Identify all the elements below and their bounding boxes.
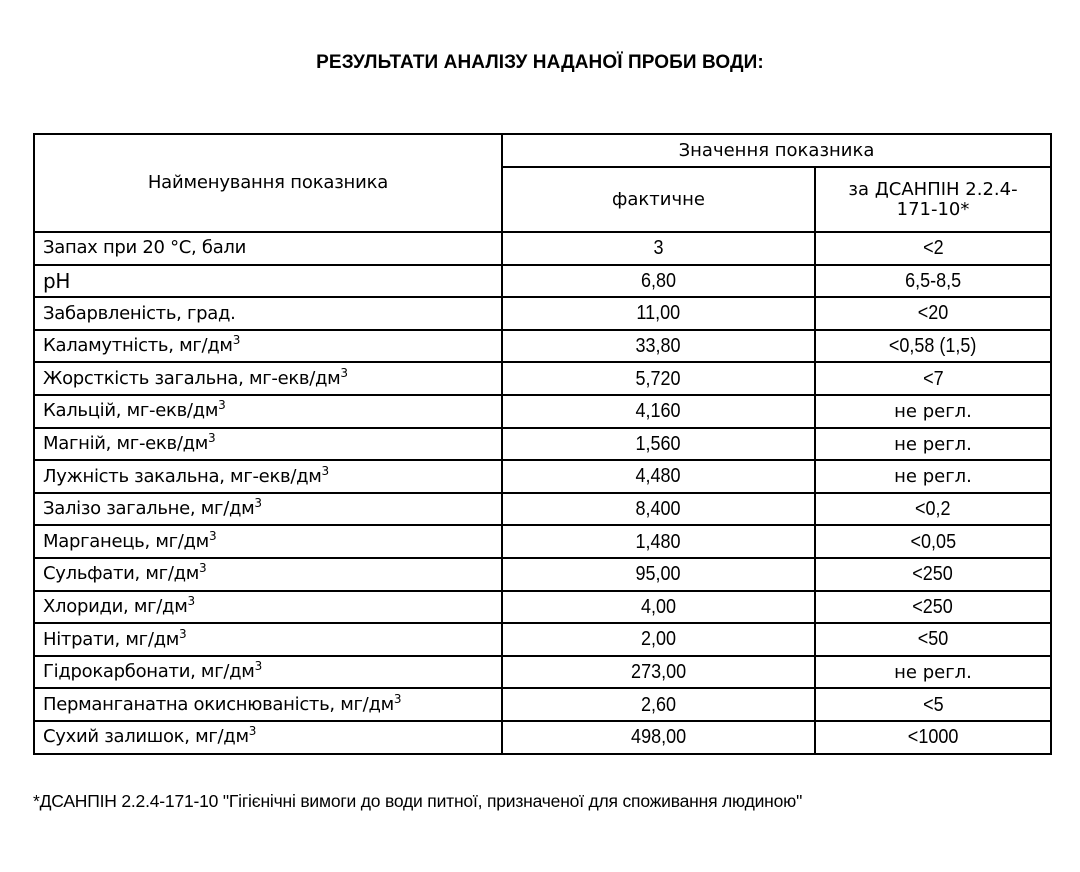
indicator-name (34, 460, 502, 493)
indicator-name (34, 362, 502, 395)
norm-value-cell (815, 591, 1051, 624)
actual-value: 4,160 (635, 400, 682, 423)
indicator-name (34, 623, 502, 656)
indicator-name (34, 493, 502, 526)
unit-superscript: 3 (254, 659, 262, 674)
actual-value: 6,80 (640, 269, 677, 292)
actual-value-cell (502, 428, 815, 461)
norm-value-cell (815, 395, 1051, 428)
indicator-name (34, 330, 502, 363)
norm-value-cell (815, 558, 1051, 591)
table-row (34, 460, 1051, 493)
actual-value-cell (502, 265, 815, 298)
table-row (34, 525, 1051, 558)
table-row (34, 656, 1051, 689)
table-row (34, 265, 1051, 298)
norm-value: не регл. (894, 433, 972, 455)
actual-value: 4,480 (635, 465, 682, 488)
unit-superscript: 3 (321, 463, 329, 478)
unit-superscript: 3 (393, 691, 402, 706)
table-row (34, 232, 1051, 265)
norm-value: не регл. (894, 401, 972, 423)
indicator-name (34, 656, 502, 689)
actual-value: 1,480 (635, 530, 682, 553)
indicator-name (34, 721, 502, 754)
norm-value-cell (815, 656, 1051, 689)
header-norm-line2: 171-10* (896, 198, 970, 220)
actual-value: 498,00 (630, 726, 687, 749)
unit-superscript: 3 (199, 561, 207, 576)
indicator-name (34, 591, 502, 624)
norm-value-cell (815, 330, 1051, 363)
actual-value-cell (502, 656, 815, 689)
norm-value: <5 (922, 693, 944, 716)
table-row (34, 297, 1051, 330)
indicator-name-text: Марганець, мг/дм (43, 530, 209, 552)
unit-superscript: 3 (254, 496, 262, 511)
actual-value-cell (502, 525, 815, 558)
norm-value: <2 (922, 237, 944, 260)
header-norm-line1: за ДСАНПІН 2.2.4- (848, 178, 1018, 200)
indicator-name-text: Сульфати, мг/дм (43, 563, 200, 585)
norm-value-cell (815, 428, 1051, 461)
indicator-name-text: pH (43, 268, 71, 293)
norm-value: <250 (912, 595, 954, 618)
actual-value: 8,400 (635, 498, 682, 521)
norm-value: не регл. (894, 466, 972, 488)
norm-value-cell (815, 688, 1051, 721)
table-row (34, 330, 1051, 363)
norm-value-cell (815, 493, 1051, 526)
indicator-name (34, 525, 502, 558)
norm-value: <1000 (907, 726, 959, 749)
indicator-name (34, 232, 502, 265)
indicator-name-text: Запах при 20 °С, бали (43, 237, 247, 259)
indicator-name-text: Сухий залишок, мг/дм (43, 726, 249, 748)
norm-value-cell (815, 525, 1051, 558)
unit-superscript: 3 (187, 593, 195, 608)
norm-value-cell (815, 362, 1051, 395)
actual-value: 4,00 (640, 595, 677, 618)
actual-value-cell (502, 591, 815, 624)
indicator-name-text: Перманганатна окиснюваність, мг/дм (43, 693, 394, 715)
indicator-name-text: Забарвленість, град. (43, 302, 236, 324)
norm-value: <20 (917, 302, 949, 325)
table-row (34, 362, 1051, 395)
table-row (34, 428, 1051, 461)
norm-value-cell (815, 232, 1051, 265)
unit-superscript: 3 (248, 724, 257, 739)
indicator-name-text: Кальцій, мг-екв/дм (43, 400, 219, 422)
actual-value-cell (502, 558, 815, 591)
actual-value: 1,560 (635, 432, 682, 455)
unit-superscript: 3 (340, 365, 348, 380)
actual-value-cell (502, 232, 815, 265)
indicator-name-text: Жорсткість загальна, мг-екв/дм (43, 367, 341, 389)
norm-value: <7 (922, 367, 944, 390)
footnote: *ДСАНПІН 2.2.4-171-10 "Гігієнічні вимоги до води питної, призначеної для споживання людиною" (33, 791, 803, 811)
actual-value-cell (502, 297, 815, 330)
norm-value-cell (815, 265, 1051, 298)
indicator-name (34, 265, 502, 298)
actual-value-cell (502, 395, 815, 428)
actual-value: 2,00 (640, 628, 677, 651)
table-row (34, 623, 1051, 656)
header-norm-column (815, 167, 1051, 232)
actual-value-cell (502, 623, 815, 656)
indicator-name (34, 558, 502, 591)
indicator-name-text: Магній, мг-екв/дм (43, 432, 209, 454)
indicator-name-text: Залізо загальне, мг/дм (43, 498, 255, 520)
indicator-name (34, 688, 502, 721)
header-name-column: Найменування показника (34, 134, 502, 232)
actual-value: 2,60 (640, 693, 677, 716)
actual-value: 33,80 (635, 335, 682, 358)
results-table (33, 133, 1052, 755)
actual-value-cell (502, 460, 815, 493)
table-row (34, 688, 1051, 721)
unit-superscript: 3 (208, 430, 216, 445)
norm-value: 6,5-8,5 (904, 269, 962, 292)
header-value-group: Значення показника (502, 134, 1051, 167)
actual-value: 3 (653, 237, 664, 260)
table-row (34, 395, 1051, 428)
header-actual-column: фактичне (502, 167, 815, 232)
norm-value-cell (815, 721, 1051, 754)
actual-value: 5,720 (635, 367, 682, 390)
table-body (34, 232, 1051, 754)
indicator-name-text: Каламутність, мг/дм (43, 335, 233, 357)
unit-superscript: 3 (179, 626, 187, 641)
actual-value-cell (502, 493, 815, 526)
norm-value-cell (815, 297, 1051, 330)
norm-value-cell (815, 460, 1051, 493)
indicator-name (34, 395, 502, 428)
norm-value: <50 (917, 628, 949, 651)
indicator-name (34, 428, 502, 461)
actual-value-cell (502, 721, 815, 754)
table-header (34, 134, 1051, 232)
actual-value: 95,00 (635, 563, 682, 586)
unit-superscript: 3 (218, 398, 226, 413)
document-title: РЕЗУЛЬТАТИ АНАЛІЗУ НАДАНОЇ ПРОБИ ВОДИ: (316, 52, 764, 73)
norm-value: не регл. (894, 662, 972, 684)
unit-superscript: 3 (232, 333, 241, 348)
norm-value: <0,05 (910, 530, 956, 553)
table-row (34, 721, 1051, 754)
norm-value: <250 (912, 563, 954, 586)
actual-value-cell (502, 688, 815, 721)
actual-value-cell (502, 330, 815, 363)
norm-value: <0,2 (915, 498, 951, 521)
indicator-name-text: Нітрати, мг/дм (43, 628, 180, 650)
actual-value: 11,00 (636, 302, 681, 325)
indicator-name-text: Хлориди, мг/дм (43, 595, 188, 617)
table-row (34, 558, 1051, 591)
actual-value-cell (502, 362, 815, 395)
indicator-name-text: Гідрокарбонати, мг/дм (43, 661, 255, 683)
actual-value: 273,00 (630, 661, 687, 684)
indicator-name (34, 297, 502, 330)
table-row (34, 493, 1051, 526)
unit-superscript: 3 (208, 528, 217, 543)
indicator-name-text: Лужність закальна, мг-екв/дм (43, 465, 322, 487)
norm-value-cell (815, 623, 1051, 656)
table-row (34, 591, 1051, 624)
norm-value: <0,58 (1,5) (889, 335, 977, 358)
